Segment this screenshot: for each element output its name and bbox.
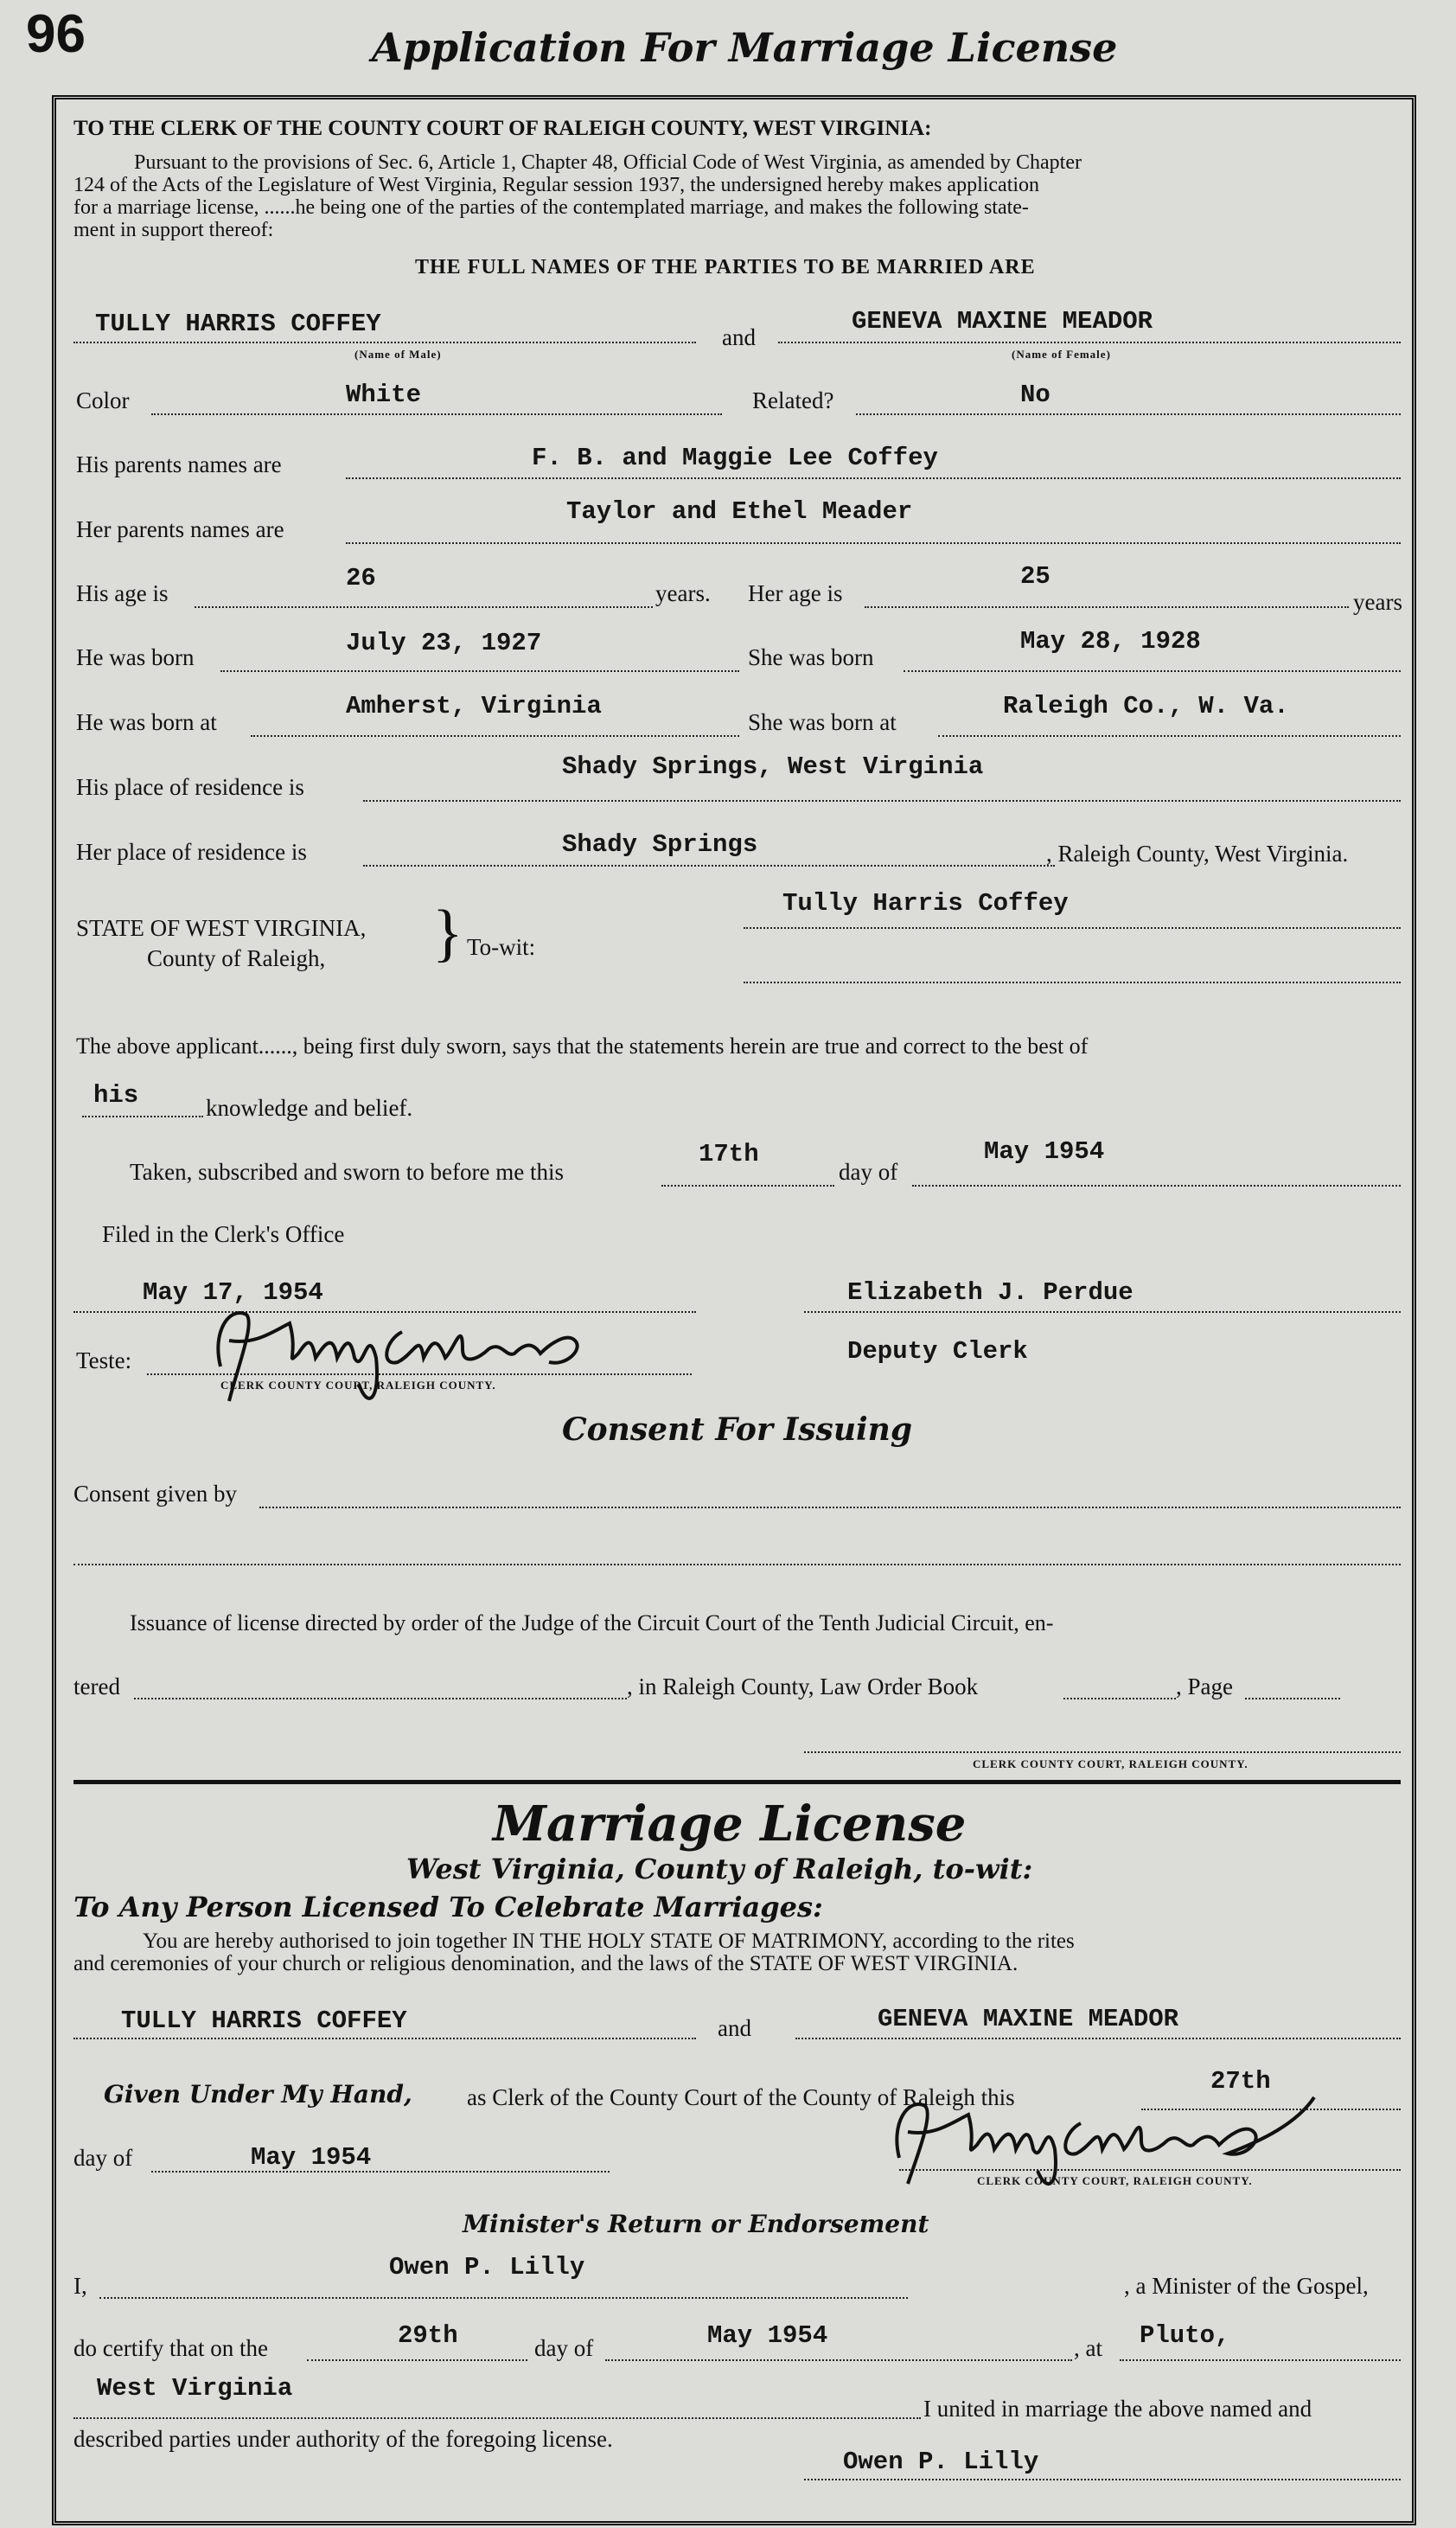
pursuant-line-1: Pursuant to the provisions of Sec. 6, Article 1, Chapter 48, Official Code of West Virginia, as amended by Chapter [134,151,1082,174]
his-age-value: 26 [346,564,376,592]
described-label: described parties under authority of the foregoing license. [73,2426,613,2452]
male-name: TULLY HARRIS COFFEY [95,310,381,338]
clerk-caption-application: CLERK COUNTY COURT, RALEIGH COUNTY. [220,1379,496,1392]
given-under-label: Given Under My Hand, [104,2080,412,2109]
his-residence-label: His place of residence is [76,774,304,800]
related-label: Related? [752,387,834,413]
applicant-signature-line-2 [744,982,1401,983]
license-month: May 1954 [251,2143,372,2172]
taken-day-of-label: day of [839,1159,898,1185]
taken-day: 17th [699,1140,759,1168]
order-book-line [1063,1698,1176,1699]
she-born-at-line [938,735,1401,737]
female-name-line [778,342,1401,343]
consent-given-line [259,1507,1401,1508]
he-born-at-line [251,735,739,737]
filed-date: May 17, 1954 [143,1278,323,1307]
color-line [151,413,722,415]
minister-name: Owen P. Lilly [389,2253,585,2282]
his-value: his [93,1081,139,1110]
full-names-heading: THE FULL NAMES OF THE PARTIES TO BE MARRIED ARE [415,256,1036,278]
oath-line: The above applicant......, being first duly sworn, says that the statements herein are true and correct to the best of [76,1034,1089,1059]
clerk-caption-consent: CLERK COUNTY COURT, RALEIGH COUNTY. [973,1757,1248,1770]
minister-i-label: I, [73,2273,87,2299]
his-age-label: His age is [76,580,169,606]
consent-given-line-2 [73,1564,1401,1565]
her-age-label: Her age is [748,580,843,606]
her-parents-value: Taylor and Ethel Meader [566,497,913,526]
years-label-2: years [1353,589,1402,615]
state-label: STATE OF WEST VIRGINIA, [76,915,367,941]
applicant-signature-line [744,927,1401,929]
consent-clerk-line [804,1751,1401,1753]
years-label: years. [655,580,711,606]
taken-label: Taken, subscribed and sworn to before me this [130,1159,564,1185]
his-parents-value: F. B. and Maggie Lee Coffey [532,444,938,472]
entered-label: tered [73,1674,120,1699]
county-label: County of Raleigh, [147,945,326,971]
taken-month: May 1954 [984,1137,1105,1166]
he-born-label: He was born [76,644,195,670]
clerk-caption-license: CLERK COUNTY COURT, RALEIGH COUNTY. [977,2174,1253,2187]
license-to-any: To Any Person Licensed To Celebrate Marriages: [73,1891,823,1923]
minister-place-line [1120,2359,1401,2361]
she-born-at-label: She was born at [748,709,897,735]
filed-label: Filed in the Clerk's Office [102,1221,345,1247]
deputy-title: Deputy Clerk [847,1337,1028,1366]
minister-state-line [73,2417,921,2419]
her-residence-value: Shady Springs [562,830,758,859]
his-residence-value: Shady Springs, West Virginia [562,752,984,781]
minister-title: Minister's Return or Endorsement [463,2210,929,2238]
consent-title: Consent For Issuing [562,1411,913,1448]
license-female-name: GENEVA MAXINE MEADOR [878,2005,1179,2033]
his-age-line [195,606,653,608]
section-divider [73,1780,1401,1784]
united-label: I united in marriage the above named and [923,2396,1312,2422]
issuance-line: Issuance of license directed by order of the Judge of the Circuit Court of the Tenth Judicial Circuit, en- [130,1610,1054,1635]
certify-day-line [307,2359,527,2361]
license-and-label: and [718,2015,751,2041]
related-value: No [1020,381,1050,409]
male-name-line [73,342,696,343]
page-label: , Page [1176,1674,1233,1699]
color-label: Color [76,387,130,413]
license-female-line [795,2038,1401,2039]
clerk-signature-license [882,2063,1331,2192]
certify-label: do certify that on the [73,2335,268,2361]
deputy-line [804,1311,1401,1313]
she-born-line [904,670,1401,672]
pursuant-paragraph [73,151,1405,241]
her-residence-line [363,865,1055,867]
he-born-value: July 23, 1927 [346,629,542,657]
name-of-female-label: (Name of Female) [1012,348,1111,361]
as-clerk-label: as Clerk of the County Court of the County of Raleigh this [467,2084,1015,2110]
license-day: 27th [1210,2067,1271,2096]
his-residence-line [363,800,1401,802]
minister-name-line [99,2297,908,2299]
pursuant-line-4: ment in support thereof: [73,219,274,241]
her-parents-label: Her parents names are [76,516,284,542]
authorized-line-2: and ceremonies of your church or religious denomination, and the laws of the STATE OF WEST VIRGINIA. [73,1952,1019,1975]
license-authorized-paragraph [73,1930,1075,1975]
he-born-at-value: Amherst, Virginia [346,692,602,720]
license-male-line [73,2038,696,2039]
addressee-line: TO THE CLERK OF THE COUNTY COURT OF RALEIGH COUNTY, WEST VIRGINIA: [73,117,932,140]
her-residence-suffix: , Raleigh County, West Virginia. [1046,841,1349,867]
related-line [856,413,1401,415]
entered-line [134,1698,627,1699]
license-subtitle: West Virginia, County of Raleigh, to-wit: [406,1853,1033,1885]
her-residence-label: Her place of residence is [76,839,307,865]
deputy-name: Elizabeth J. Perdue [847,1278,1134,1307]
he-born-at-label: He was born at [76,709,217,735]
minister-of-gospel: , a Minister of the Gospel, [1124,2273,1369,2299]
she-born-label: She was born [748,644,874,670]
her-age-value: 25 [1020,562,1050,591]
minister-month-line [605,2359,1072,2361]
pursuant-line-3: for a marriage license, ......he being one of the parties of the contemplated marriage, and makes the following state- [73,196,1029,219]
clerk-signature-application [203,1271,618,1418]
consent-given-label: Consent given by [73,1481,237,1507]
pursuant-line-2: 124 of the Acts of the Legislature of West Virginia, Regular session 1937, the undersigned hereby makes application [73,174,1040,196]
license-month-line [151,2171,610,2173]
she-born-at-value: Raleigh Co., W. Va. [1003,692,1289,720]
names-and-label: and [722,324,756,350]
his-parents-label: His parents names are [76,451,282,477]
application-title: Application For Marriage License [372,24,1118,71]
she-born-value: May 28, 1928 [1020,627,1201,656]
license-day-of-label: day of [73,2145,133,2171]
minister-at-label: , at [1074,2335,1102,2361]
minister-day: 29th [398,2321,458,2350]
her-age-line [865,606,1349,608]
applicant-signature: Tully Harris Coffey [782,889,1069,918]
knowledge-label: knowledge and belief. [206,1095,413,1121]
minister-place: Pluto, [1140,2321,1230,2350]
license-male-name: TULLY HARRIS COFFEY [121,2006,407,2035]
her-parents-line [346,542,1401,544]
color-value: White [346,381,422,409]
he-born-line [220,670,739,672]
name-of-male-label: (Name of Male) [354,348,442,361]
female-name: GENEVA MAXINE MEADOR [852,307,1153,336]
page-number: 96 [26,4,86,64]
minister-day-of-label: day of [534,2335,594,2361]
clerk-signature-application-text: Harry Anderson [203,1271,209,1272]
clerk-signature-license-text: Harry Anderson [882,2063,888,2064]
taken-day-line [661,1185,834,1187]
his-line [82,1116,203,1117]
page-line [1245,1698,1340,1699]
raleigh-order-label: , in Raleigh County, Law Order Book [627,1674,979,1699]
teste-label: Teste: [76,1347,132,1373]
his-parents-line [346,477,1401,479]
minister-signature-line [804,2479,1401,2480]
authorized-line-1: You are hereby authorised to join together IN THE HOLY STATE OF MATRIMONY, according to the rites [143,1930,1075,1953]
minister-state: West Virginia [97,2374,293,2403]
taken-month-line [912,1185,1401,1187]
to-wit-label: To-wit: [467,934,536,960]
state-brace: } [432,898,463,969]
minister-month: May 1954 [707,2321,828,2350]
minister-signature: Owen P. Lilly [843,2448,1039,2476]
license-title: Marriage License [493,1795,967,1853]
